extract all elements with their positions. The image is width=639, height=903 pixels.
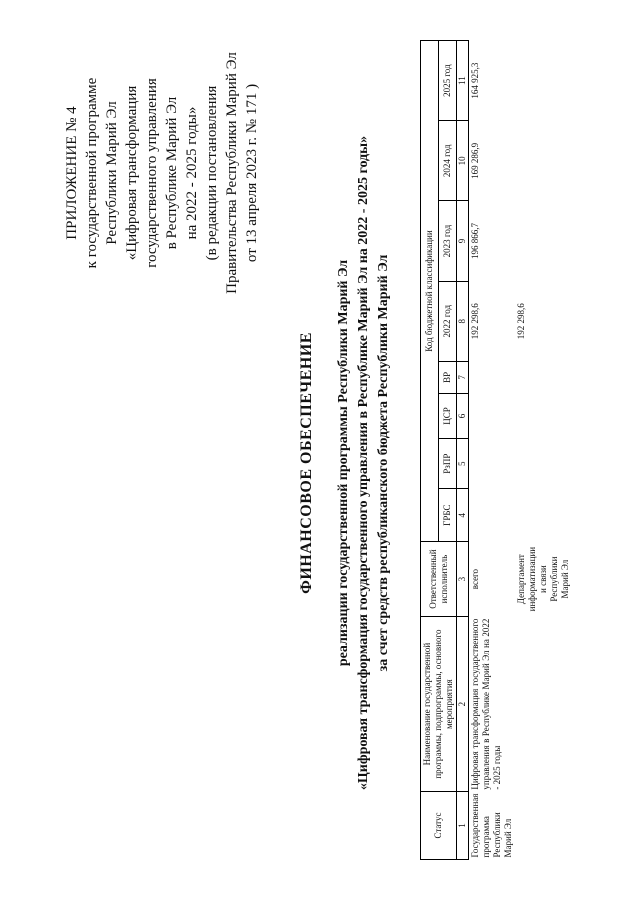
header-2025: 2025 год (439, 41, 457, 121)
document-title: ФИНАНСОВОЕ ОБЕСПЕЧЕНИЕ (298, 332, 315, 594)
cell-csr (469, 393, 516, 438)
appendix-line: в Республике Марий Эл (164, 96, 180, 250)
financing-table (420, 40, 572, 860)
cell-2024 (515, 121, 572, 201)
column-number: 6 (457, 393, 469, 438)
column-number: 9 (457, 201, 469, 281)
column-number: 2 (457, 617, 469, 792)
column-number: 5 (457, 439, 469, 489)
header-grbs: ГРБС (439, 489, 457, 542)
table-row (469, 41, 516, 860)
cell-status: Государственная программа Республики Марий Эл (470, 793, 513, 858)
appendix-line: государственного управления (144, 78, 160, 268)
header-rzpr: РзПР (439, 439, 457, 489)
column-number: 4 (457, 489, 469, 542)
header-vr: ВР (439, 361, 457, 393)
cell-grbs (515, 489, 572, 542)
appendix-line: «Цифровая трансформация (124, 85, 140, 261)
header-budget-classification: Код бюджетной классификации (421, 41, 439, 542)
header-2024: 2024 год (439, 121, 457, 201)
cell-vr (469, 361, 516, 393)
column-number: 8 (457, 281, 469, 361)
header-executor: Ответственный исполнитель (421, 542, 457, 617)
cell-rzpr (515, 439, 572, 489)
column-number: 10 (457, 121, 469, 201)
column-number: 11 (457, 41, 469, 121)
heading-line-3: за счет средств республиканского бюджета Республики Марий Эл (376, 254, 391, 672)
header-status: Статус (421, 792, 457, 860)
column-number: 1 (457, 792, 469, 860)
cell-grbs (469, 489, 516, 542)
cell-program-name: Цифровая трансформация государственного управления в Республике Марий Эл на 2022 - 2025 годы (470, 618, 502, 790)
cell-2025 (515, 41, 572, 121)
document-heading (298, 103, 394, 823)
cell-program-name (515, 617, 572, 792)
cell-2025: 164 925,3 (470, 62, 480, 99)
heading-line-1: реализации государственной программы Республики Марий Эл (336, 259, 351, 667)
header-csr: ЦСР (439, 393, 457, 438)
cell-executor: Департамент информатизации и связи Республики Марий Эл (516, 546, 570, 612)
header-2023: 2023 год (439, 201, 457, 281)
cell-executor: всего (470, 568, 480, 590)
cell-rzpr (469, 439, 516, 489)
appendix-line: на 2022 - 2025 годы» (184, 106, 200, 240)
cell-2023: 196 866,7 (470, 223, 480, 260)
appendix-line: ПРИЛОЖЕНИЕ № 4 (64, 106, 80, 240)
cell-2022: 192 298,6 (470, 303, 480, 340)
appendix-line: к государственной программе (84, 77, 100, 269)
column-number: 7 (457, 361, 469, 393)
cell-2023 (515, 201, 572, 281)
header-name: Наименование государственной программы, подпрограммы, основного мероприятия (421, 617, 457, 792)
appendix-line: Республики Марий Эл (104, 101, 120, 245)
cell-vr (515, 361, 572, 393)
appendix-line: (в редакции постановления (204, 85, 220, 261)
appendix-line: Правительства Республики Марий Эл (224, 52, 240, 294)
cell-2022: 192 298,6 (516, 303, 526, 340)
table-row (515, 41, 572, 860)
appendix-block (62, 3, 262, 343)
column-number: 3 (457, 542, 469, 617)
cell-status (515, 792, 572, 860)
cell-2024: 169 286,9 (470, 142, 480, 179)
cell-csr (515, 393, 572, 438)
header-2022: 2022 год (439, 281, 457, 361)
heading-line-2: «Цифровая трансформация государственного управления в Республике Марий Эл на 2022 - 2025 годы» (356, 135, 371, 791)
appendix-line: от 13 апреля 2023 г. № 171 ) (244, 83, 260, 263)
